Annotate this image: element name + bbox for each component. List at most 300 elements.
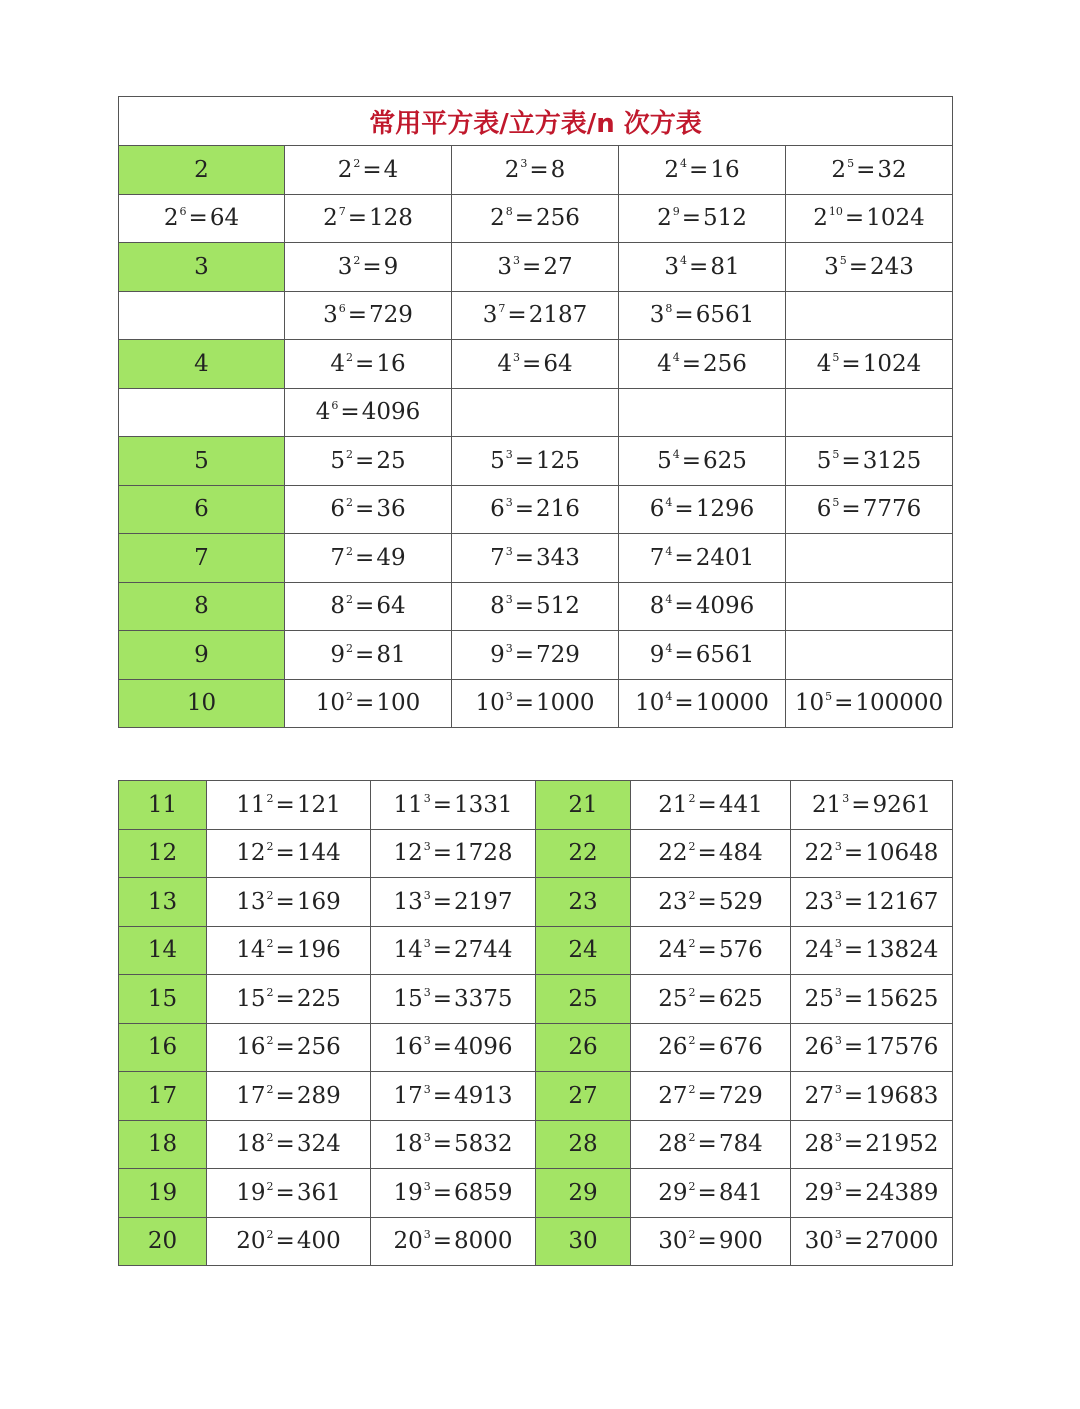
exponent: 2 [688,937,696,951]
base-value: 13 [393,888,423,915]
base-value: 12 [236,840,266,867]
power-cell [619,631,786,680]
exponent: 3 [834,937,842,951]
number-label: 17 [119,1072,207,1121]
equals-sign: = [697,985,717,1012]
cube-cell [791,1169,953,1218]
result-value: 2744 [454,937,513,964]
power-cell [285,194,452,243]
equals-sign: = [674,302,694,329]
result-value: 3375 [454,985,513,1012]
number-label: 18 [119,1120,207,1169]
square-cell [631,975,791,1024]
table-row [119,146,953,195]
equals-sign: = [674,544,694,571]
row-label: 7 [119,534,285,583]
exponent: 2 [266,1131,274,1145]
equals-sign: = [514,447,534,474]
base-value: 2 [490,205,505,232]
result-value: 7776 [862,496,922,523]
base-value: 2 [813,205,828,232]
exponent: 3 [423,1179,431,1193]
base-value: 22 [804,840,834,867]
result-value: 1024 [866,205,925,232]
equals-sign: = [697,840,717,867]
equals-sign: = [355,641,375,668]
exponent: 2 [688,791,696,805]
square-cell [207,1217,371,1266]
exponent: 2 [346,544,354,558]
number-label: 25 [536,975,631,1024]
equals-sign: = [355,690,375,717]
square-cell [207,781,371,830]
equals-sign: = [432,888,452,915]
result-value: 2401 [695,544,755,571]
square-cell [631,926,791,975]
table-row [119,631,953,680]
base-value: 12 [393,840,423,867]
result-value: 196 [296,937,341,964]
base-value: 19 [393,1179,423,1206]
base-value: 2 [831,156,847,183]
power-cell [619,146,786,195]
result-value: 216 [536,496,580,523]
exponent: 7 [338,205,346,219]
base-value: 2 [504,156,520,183]
base-value: 16 [393,1034,423,1061]
base-value: 4 [330,350,346,377]
square-cell [631,1120,791,1169]
equals-sign: = [275,1179,295,1206]
power-cell [786,679,953,728]
exponent: 2 [266,1179,274,1193]
equals-sign: = [841,496,861,523]
number-label: 13 [119,878,207,927]
equals-sign: = [843,840,864,867]
square-cell [631,878,791,927]
equals-sign: = [514,593,534,620]
cube-cell [371,926,536,975]
equals-sign: = [841,350,861,377]
exponent: 4 [665,593,673,607]
equals-sign: = [841,447,861,474]
result-value: 81 [710,253,740,280]
base-value: 6 [649,496,665,523]
exponent: 3 [505,447,513,461]
result-value: 13824 [865,937,939,964]
exponent: 4 [665,641,673,655]
result-value: 729 [369,302,413,329]
base-value: 19 [236,1179,266,1206]
exponent: 4 [665,496,673,510]
result-value: 64 [376,593,406,620]
base-value: 5 [816,447,832,474]
base-value: 27 [658,1082,688,1109]
base-value: 15 [393,985,423,1012]
power-cell [619,534,786,583]
square-cell [207,926,371,975]
exponent: 10 [828,205,843,219]
result-value: 343 [536,544,580,571]
base-value: 4 [497,350,513,377]
table-row [119,534,953,583]
result-value: 576 [718,937,763,964]
equals-sign: = [275,1082,295,1109]
result-value: 36 [376,496,406,523]
exponent: 3 [505,641,513,655]
result-value: 289 [296,1082,341,1109]
result-value: 841 [718,1179,763,1206]
exponent: 2 [688,1179,696,1193]
number-label: 27 [536,1072,631,1121]
exponent: 2 [346,690,354,704]
exponent: 2 [266,937,274,951]
equals-sign: = [340,399,360,426]
square-cell [631,1072,791,1121]
exponent: 3 [505,544,513,558]
equals-sign: = [697,1131,717,1158]
cube-cell [791,781,953,830]
result-value: 512 [703,205,747,232]
power-cell [452,437,619,486]
exponent: 2 [266,1228,274,1242]
result-value: 900 [718,1228,763,1255]
power-cell [619,437,786,486]
cube-cell [791,1072,953,1121]
power-cell [619,388,786,437]
result-value: 529 [718,888,763,915]
power-cell [786,534,953,583]
exponent: 4 [672,447,680,461]
base-value: 7 [649,544,665,571]
table-row [119,781,953,830]
square-cell [631,1169,791,1218]
exponent: 5 [832,496,840,510]
power-cell [786,631,953,680]
square-cell [207,878,371,927]
exponent: 8 [505,205,513,219]
equals-sign: = [851,791,871,818]
result-value: 484 [718,840,763,867]
exponent: 2 [266,1034,274,1048]
result-value: 729 [718,1082,763,1109]
result-value: 24389 [865,1179,939,1206]
result-value: 441 [718,791,763,818]
equals-sign: = [674,593,694,620]
equals-sign: = [843,985,864,1012]
exponent: 2 [266,791,274,805]
equals-sign: = [522,253,542,280]
exponent: 2 [688,1131,696,1145]
base-value: 29 [658,1179,688,1206]
base-value: 10 [635,690,665,717]
equals-sign: = [432,1228,452,1255]
equals-sign: = [844,205,865,232]
power-cell [786,437,953,486]
exponent: 3 [423,985,431,999]
equals-sign: = [432,840,452,867]
power-cell [285,146,452,195]
base-value: 5 [657,447,672,474]
equals-sign: = [362,156,382,183]
result-value: 400 [296,1228,341,1255]
equals-sign: = [697,1228,717,1255]
number-label: 12 [119,829,207,878]
cube-cell [791,829,953,878]
equals-sign: = [275,791,295,818]
equals-sign: = [856,156,876,183]
number-label: 21 [536,781,631,830]
result-value: 1000 [536,690,595,717]
equals-sign: = [507,302,527,329]
equals-sign: = [697,1082,717,1109]
base-value: 11 [393,791,423,818]
cube-cell [791,1023,953,1072]
result-value: 2197 [454,888,513,915]
result-value: 81 [376,641,406,668]
result-value: 6561 [695,641,755,668]
exponent: 2 [346,496,354,510]
row-label: 2 [119,146,285,195]
result-value: 27000 [865,1228,939,1255]
base-value: 2 [163,205,179,232]
exponent: 3 [423,840,431,854]
power-cell [619,582,786,631]
square-cell [207,1169,371,1218]
cube-cell [791,1217,953,1266]
result-value: 256 [536,205,580,232]
exponent: 3 [834,985,842,999]
base-value: 26 [658,1034,688,1061]
result-value: 6859 [454,1179,513,1206]
base-value: 30 [804,1228,834,1255]
result-value: 625 [703,447,747,474]
squares-cubes-table [118,780,953,1266]
exponent: 2 [266,1082,274,1096]
result-value: 1728 [454,840,513,867]
square-cell [631,829,791,878]
exponent: 3 [423,1034,431,1048]
base-value: 8 [330,593,346,620]
number-label: 11 [119,781,207,830]
result-value: 1024 [862,350,922,377]
base-value: 3 [497,253,513,280]
number-label: 30 [536,1217,631,1266]
equals-sign: = [843,1082,864,1109]
equals-sign: = [275,840,295,867]
equals-sign: = [514,690,534,717]
base-value: 9 [330,641,346,668]
power-cell [285,582,452,631]
cube-cell [371,975,536,1024]
power-cell [452,194,619,243]
equals-sign: = [432,1179,452,1206]
exponent: 3 [834,888,842,902]
equals-sign: = [843,1034,864,1061]
base-value: 24 [804,937,834,964]
powers-table [118,96,953,728]
power-cell [786,582,953,631]
cube-cell [791,926,953,975]
base-value: 28 [804,1131,834,1158]
base-value: 30 [658,1228,688,1255]
base-value: 23 [804,888,834,915]
exponent: 4 [680,253,688,267]
result-value: 64 [209,205,240,232]
power-cell [452,340,619,389]
base-value: 3 [337,253,353,280]
cube-cell [371,878,536,927]
result-value: 27 [543,253,573,280]
result-value: 16 [710,156,740,183]
square-cell [631,781,791,830]
row-label: 6 [119,485,285,534]
number-label: 24 [536,926,631,975]
cube-cell [791,975,953,1024]
base-value: 9 [649,641,665,668]
base-value: 28 [658,1131,688,1158]
equals-sign: = [674,496,694,523]
exponent: 3 [834,1179,842,1193]
row-label [119,291,285,340]
base-value: 15 [236,985,266,1012]
power-cell [619,340,786,389]
table-row [119,878,953,927]
exponent: 3 [513,253,521,267]
exponent: 3 [505,496,513,510]
square-cell [207,1023,371,1072]
result-value: 1296 [695,496,755,523]
power-cell [452,582,619,631]
result-value: 128 [369,205,413,232]
equals-sign: = [522,350,542,377]
equals-sign: = [834,690,854,717]
result-value: 676 [718,1034,763,1061]
exponent: 3 [423,1082,431,1096]
result-value: 25 [376,447,406,474]
base-value: 10 [794,690,825,717]
result-value: 5832 [454,1131,513,1158]
cube-cell [371,1120,536,1169]
equals-sign: = [843,888,864,915]
result-value: 100000 [855,690,944,717]
exponent: 7 [498,302,506,316]
table-row [119,388,953,437]
row-label: 5 [119,437,285,486]
table-row [119,1072,953,1121]
result-value: 64 [543,350,573,377]
equals-sign: = [697,1034,717,1061]
square-cell [207,1120,371,1169]
base-value: 25 [658,985,688,1012]
base-value: 25 [804,985,834,1012]
equals-sign: = [275,985,295,1012]
exponent: 3 [834,840,842,854]
exponent: 3 [423,791,431,805]
equals-sign: = [514,496,534,523]
row-label: 9 [119,631,285,680]
exponent: 2 [266,840,274,854]
base-value: 20 [236,1228,266,1255]
power-cell [285,291,452,340]
result-value: 10648 [865,840,939,867]
exponent: 4 [665,690,673,704]
exponent: 3 [423,937,431,951]
result-value: 21952 [865,1131,939,1158]
base-value: 20 [393,1228,423,1255]
base-value: 6 [490,496,505,523]
power-cell [452,679,619,728]
result-value: 256 [703,350,747,377]
base-value: 4 [315,399,331,426]
result-value: 144 [296,840,341,867]
exponent: 2 [353,156,361,170]
base-value: 3 [649,302,665,329]
number-label: 22 [536,829,631,878]
equals-sign: = [275,937,295,964]
exponent: 3 [423,888,431,902]
row-label [119,194,285,243]
equals-sign: = [432,985,452,1012]
exponent: 2 [688,840,696,854]
result-value: 512 [536,593,580,620]
result-value: 49 [376,544,406,571]
cube-cell [371,781,536,830]
equals-sign: = [362,253,382,280]
base-value: 9 [490,641,505,668]
table-row [119,1120,953,1169]
exponent: 2 [353,253,361,267]
exponent: 5 [832,350,840,364]
table-row [119,582,953,631]
number-label: 14 [119,926,207,975]
exponent: 3 [513,350,521,364]
square-cell [207,1072,371,1121]
result-value: 2187 [528,302,588,329]
number-label: 16 [119,1023,207,1072]
equals-sign: = [347,302,367,329]
cube-cell [791,1120,953,1169]
exponent: 2 [688,1034,696,1048]
base-value: 3 [824,253,839,280]
result-value: 8000 [454,1228,513,1255]
equals-sign: = [848,253,869,280]
power-cell [285,243,452,292]
equals-sign: = [275,888,295,915]
base-value: 10 [475,690,505,717]
equals-sign: = [689,253,709,280]
base-value: 4 [657,350,672,377]
result-value: 8 [550,156,566,183]
result-value: 324 [296,1131,341,1158]
exponent: 4 [680,156,688,170]
power-cell [285,437,452,486]
result-value: 3125 [862,447,922,474]
equals-sign: = [347,205,367,232]
result-value: 12167 [865,888,939,915]
power-cell [452,291,619,340]
power-cell [786,291,953,340]
base-value: 8 [649,593,665,620]
equals-sign: = [355,544,375,571]
table-row [119,1169,953,1218]
base-value: 6 [816,496,832,523]
result-value: 4 [383,156,399,183]
base-value: 17 [393,1082,423,1109]
result-value: 1331 [454,791,513,818]
equals-sign: = [514,544,534,571]
equals-sign: = [355,593,375,620]
